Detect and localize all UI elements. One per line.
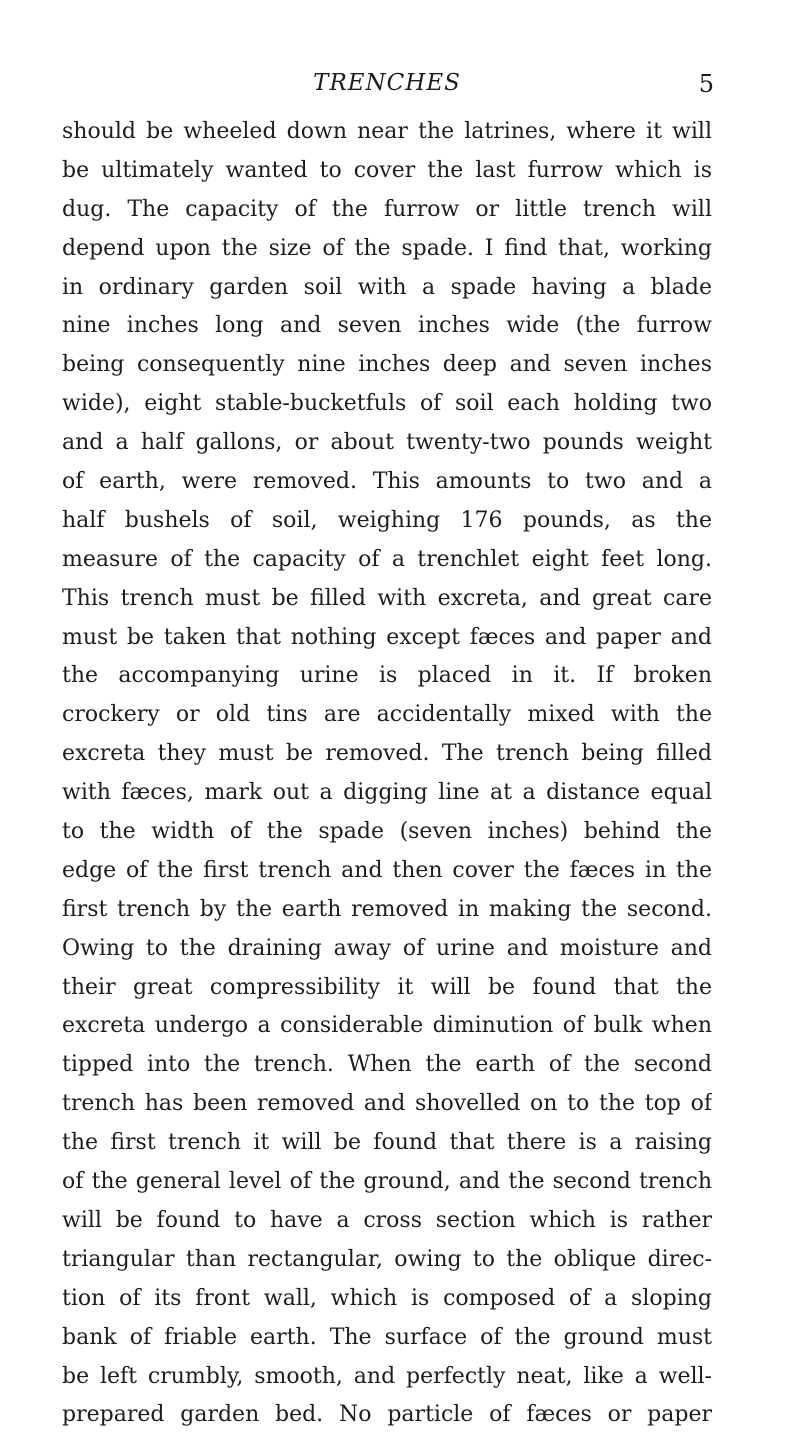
text-line: will be found to have a cross section which is rather: [62, 1207, 712, 1233]
text-line: depend upon the size of the spade. I find that, working: [62, 235, 712, 261]
text-line: of earth, were removed. This amounts to two and a: [62, 469, 712, 495]
running-title: TRENCHES: [313, 70, 461, 96]
text-line: tipped into the trench. When the earth of the second: [62, 1052, 712, 1078]
text-line: half bushels of soil, weighing 176 pounds, as the: [62, 507, 712, 533]
text-line: wide), eight stable-bucketfuls of soil each holding two: [62, 391, 712, 417]
text-line: and a half gallons, or about twenty-two pounds weight: [62, 430, 712, 456]
text-line: excreta they must be removed. The trench being filled: [62, 741, 712, 767]
text-line: first trench by the earth removed in making the second.: [62, 896, 712, 922]
text-line: the accompanying urine is placed in it. If broken: [62, 663, 712, 689]
text-line: prepared garden bed. No particle of fæces or paper: [62, 1402, 712, 1428]
page-number: 5: [698, 70, 714, 98]
text-line: nine inches long and seven inches wide (the furrow: [62, 313, 712, 339]
body-text: [62, 113, 712, 1435]
text-line: triangular than rectangular, owing to the oblique direc-: [62, 1246, 712, 1272]
text-line: bank of friable earth. The surface of the ground must: [62, 1324, 712, 1350]
running-head: [60, 70, 714, 104]
text-line: be ultimately wanted to cover the last furrow which is: [62, 157, 712, 183]
text-line: being consequently nine inches deep and seven inches: [62, 352, 712, 378]
text-line: measure of the capacity of a trenchlet eight feet long.: [62, 546, 712, 572]
text-line: Owing to the draining away of urine and moisture and: [62, 935, 712, 961]
text-line: crockery or old tins are accidentally mixed with the: [62, 702, 712, 728]
text-line: with fæces, mark out a digging line at a distance equal: [62, 780, 712, 806]
text-line: This trench must be filled with excreta, and great care: [62, 585, 712, 611]
text-line: of the general level of the ground, and the second trench: [62, 1169, 712, 1195]
text-line: tion of its front wall, which is composed of a sloping: [62, 1285, 712, 1311]
text-line: the first trench it will be found that there is a raising: [62, 1130, 712, 1156]
text-line: to the width of the spade (seven inches) behind the: [62, 819, 712, 845]
text-line: be left crumbly, smooth, and perfectly neat, like a well-: [62, 1363, 712, 1389]
text-line: trench has been removed and shovelled on to the top of: [62, 1091, 712, 1117]
text-line: should be wheeled down near the latrines, where it will: [62, 119, 712, 144]
text-line: dug. The capacity of the furrow or little trench will: [62, 196, 712, 222]
text-line: excreta undergo a considerable diminution of bulk when: [62, 1013, 712, 1039]
text-line: in ordinary garden soil with a spade having a blade: [62, 274, 712, 300]
text-line: their great compressibility it will be found that the: [62, 974, 712, 1000]
text-line: must be taken that nothing except fæces and paper and: [62, 624, 712, 650]
text-line: edge of the first trench and then cover the fæces in the: [62, 857, 712, 883]
